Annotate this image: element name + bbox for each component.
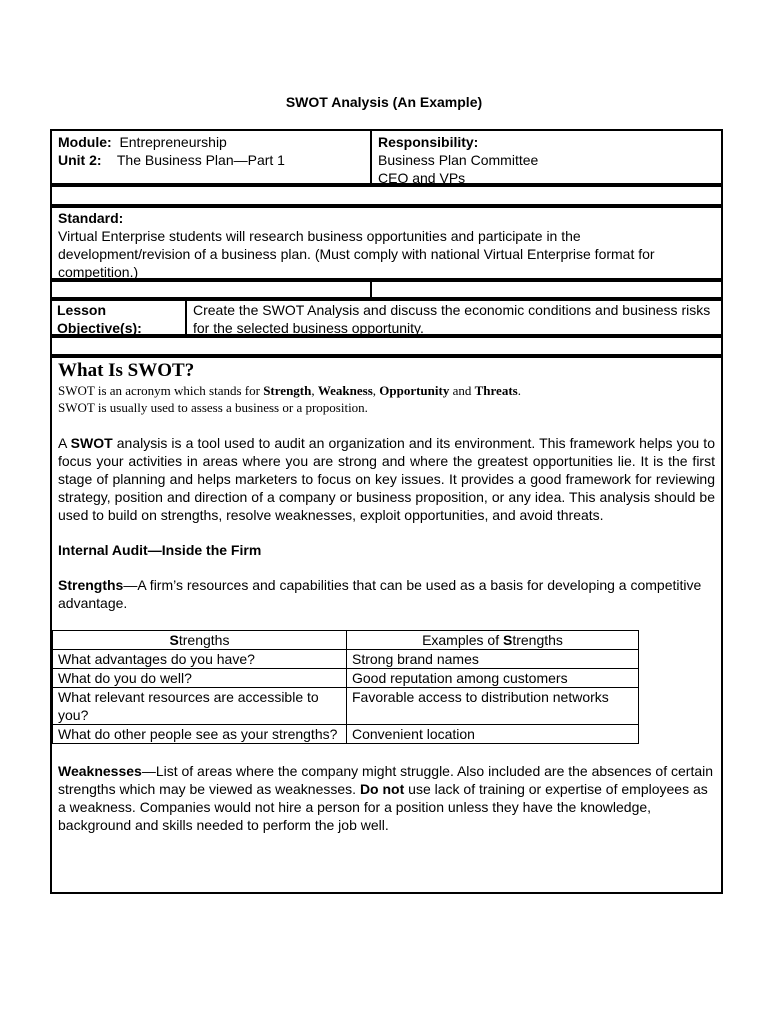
table-row [53,725,639,744]
weaknesses-text: use lack of training or expertise of employees as a weakness. Companies would not hire a person for a position unless they have the knowledge, background and skills needed to perform the job well. [58,781,708,833]
table-cell: Strong brand names [347,650,639,669]
main-content [58,360,715,834]
unit-label: Unit 2: [58,152,102,168]
table-row [53,650,639,669]
standard-frame [50,206,723,280]
responsibility-info [378,133,538,187]
acronym-prefix: SWOT is an acronym which stands for [58,383,264,398]
module-label: Module: [58,134,112,150]
internal-audit-heading: Internal Audit—Inside the Firm [58,542,262,558]
module-value: Entrepreneurship [119,134,227,150]
column-divider [370,282,372,297]
intro-bold: SWOT [70,435,113,451]
main-content-frame [50,356,723,894]
objective-frame [50,299,723,336]
header-initial: S [169,632,179,648]
swot-acronym-line [58,382,715,399]
standard-text: Virtual Enterprise students will research business opportunities and participate in the development/revision of a business plan. (Must comply with national Virtual Enterprise format for competition.) [58,228,655,280]
column-divider [370,131,372,183]
table-header-cell [53,631,347,650]
table-cell: What advantages do you have? [53,650,347,669]
weaknesses-paragraph [58,762,715,834]
strengths-text: —A firm’s resources and capabilities that can be used as a basis for developing a competitive advantage. [58,577,702,611]
module-frame [50,129,723,185]
intro-text: analysis is a tool used to audit an organization and its environment. This framework helps you to focus your activities in areas where you are strong and where the greatest opportunities lie. It is the first stage of planning and helps marketers to focus on key issues. It provides a good framework for reviewing strategy, position and direction of a company or business proposition, or any idea. This analysis should be used to build on strengths, resolve weaknesses, exploit opportunities, and avoid threats. [58,435,715,523]
table-row [53,688,639,725]
intro-prefix: A [58,435,71,451]
strengths-label: Strengths [58,577,124,593]
responsibility-label: Responsibility: [378,134,479,150]
separator: and [449,383,475,398]
strengths-table [52,630,639,744]
table-row [53,669,639,688]
header-prefix: Examples of [422,632,503,648]
table-cell: What do you do well? [53,669,347,688]
spacer-row [50,280,723,299]
intro-paragraph [58,434,715,524]
standard-block [58,209,715,281]
module-info [58,133,285,169]
term-weakness: Weakness [317,383,373,398]
objective-label: Lesson Objective(s): [57,302,142,336]
objective-text: Create the SWOT Analysis and discuss the economic conditions and business risks for the selected business opportunity. [193,302,711,336]
term-strength: Strength [263,383,312,398]
weaknesses-label: Weaknesses [58,763,142,779]
table-header-row [53,631,639,650]
table-cell: What do other people see as your strengths? [53,725,347,744]
period: . [517,383,521,398]
weaknesses-bold: Do not [359,781,405,797]
responsibility-line: Business Plan Committee [378,152,539,168]
table-header-cell [347,631,639,650]
weaknesses-text: —List of areas where the company might struggle. Also included are the absences of certain strengths which may be viewed as weaknesses. [58,763,714,797]
what-is-swot-heading: What Is SWOT? [58,360,195,381]
table-cell: Favorable access to distribution networks [347,688,639,725]
unit-value: The Business Plan—Part 1 [116,152,285,168]
spacer-row [50,336,723,356]
column-divider [185,301,187,334]
header-rest: trengths [512,632,563,648]
strengths-paragraph [58,576,715,612]
table-cell: Convenient location [347,725,639,744]
document-title: SWOT Analysis (An Example) [285,94,483,110]
table-cell: What relevant resources are accessible to you? [53,688,347,725]
header-rest: trengths [178,632,230,648]
header-initial: S [503,632,513,648]
separator: , [372,383,380,398]
responsibility-line: CEO and VPs [378,170,466,186]
term-opportunity: Opportunity [379,383,450,398]
table-cell: Good reputation among customers [347,669,639,688]
term-threats: Threats [474,383,518,398]
standard-label: Standard: [58,210,124,226]
spacer-row [50,185,723,206]
swot-usage-line: SWOT is usually used to assess a business or a proposition. [58,400,368,415]
separator: , [311,383,318,398]
